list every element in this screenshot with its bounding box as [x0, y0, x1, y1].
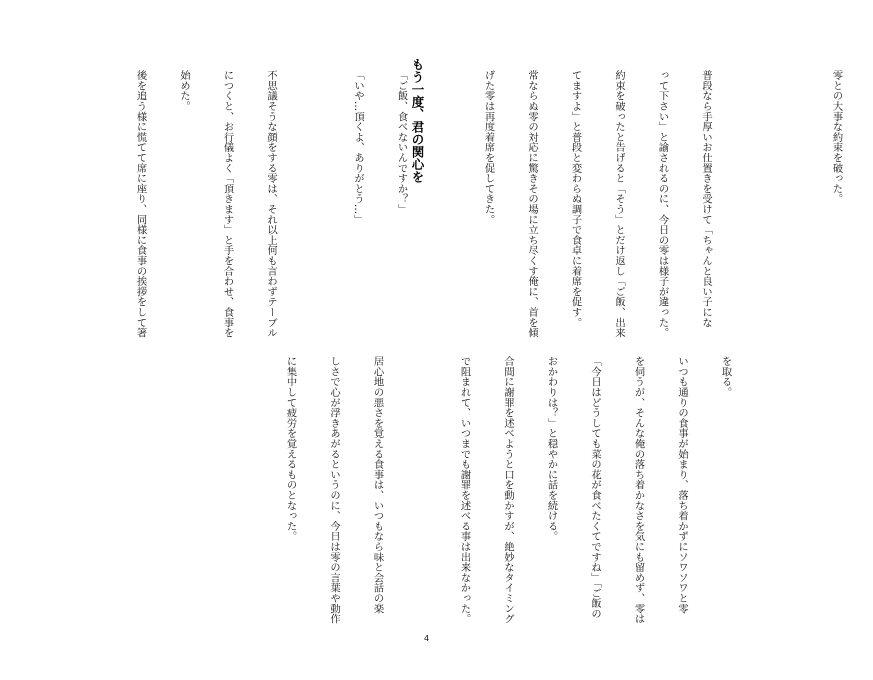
top-line	[438, 70, 453, 355]
top-line: 後を追う様に慌てて席に座り、同様に食事の挨拶をして箸	[134, 70, 147, 338]
top-line: って下さい」と諭されるのに、今日の零は様子が違った。	[656, 70, 669, 338]
bottom-line: 合間に謝罪を述べようと口を動かすが、絶妙なタイミング	[502, 356, 514, 624]
top-line: 「ご飯、食べないんですか？」	[395, 70, 408, 215]
top-line	[742, 70, 757, 355]
top-line: につくと、お行儀よく「頂きます」と手を合わせ、食事を	[221, 70, 234, 338]
top-line: てますよ」と普段と変わらぬ調子で食卓に着席を促す。	[569, 70, 582, 328]
bottom-line: で阻まれて、いつまでも謝罪を述べる事は出来なかった。	[458, 356, 471, 624]
top-paragraph	[104, 70, 873, 355]
bottom-line: 「今日はどうしても菜の花が食べたくてですね」「ご飯の	[589, 356, 601, 619]
top-line: 常ならぬ零の対応に驚きその場に立ち尽くす俺に、首を傾	[526, 70, 538, 338]
bottom-line	[414, 356, 429, 641]
top-line: 「いや…頂くよ、ありがとう…」	[352, 70, 364, 225]
bottom-line: おかわりは？」と穏やかに話を続ける。	[545, 356, 558, 542]
bottom-line: に集中して疲労を覚えるものとなった。	[284, 356, 297, 542]
top-line: 普段なら手厚いお仕置きを受けて「ちゃんと良い子にな	[700, 70, 712, 328]
top-line: 約束を破ったと告げると「そう」とだけ返し「ご飯、出来	[613, 70, 625, 338]
page-number: 4	[424, 634, 430, 643]
top-line	[307, 70, 322, 355]
page-title: もう一度、君の関心を	[410, 58, 425, 183]
bottom-line: 居心地の悪さを覚える食事は、いつもなら味と会話の楽	[371, 356, 384, 614]
bottom-paragraph	[254, 356, 762, 641]
bottom-line: いつも通りの食事が始まり、落ち着かずにソワソワと零	[676, 356, 688, 614]
top-line: 不思議そうな顔をする零は、それ以上何も言わずテーブル	[265, 70, 277, 338]
top-line: げた零は再度着席を促してきた。	[482, 70, 495, 225]
top-line: 始めた。	[178, 70, 190, 112]
bottom-line: を伺うが、そんな俺の落ち着かなさを気にも留めず、零は	[632, 356, 645, 624]
bottom-line: を取る。	[719, 356, 732, 398]
top-line: 零との大事な約束を破った。	[830, 70, 843, 204]
bottom-line: しさで心が浮きあがるというのに、今日は零の言葉や動作	[328, 356, 340, 624]
top-line	[786, 70, 801, 355]
